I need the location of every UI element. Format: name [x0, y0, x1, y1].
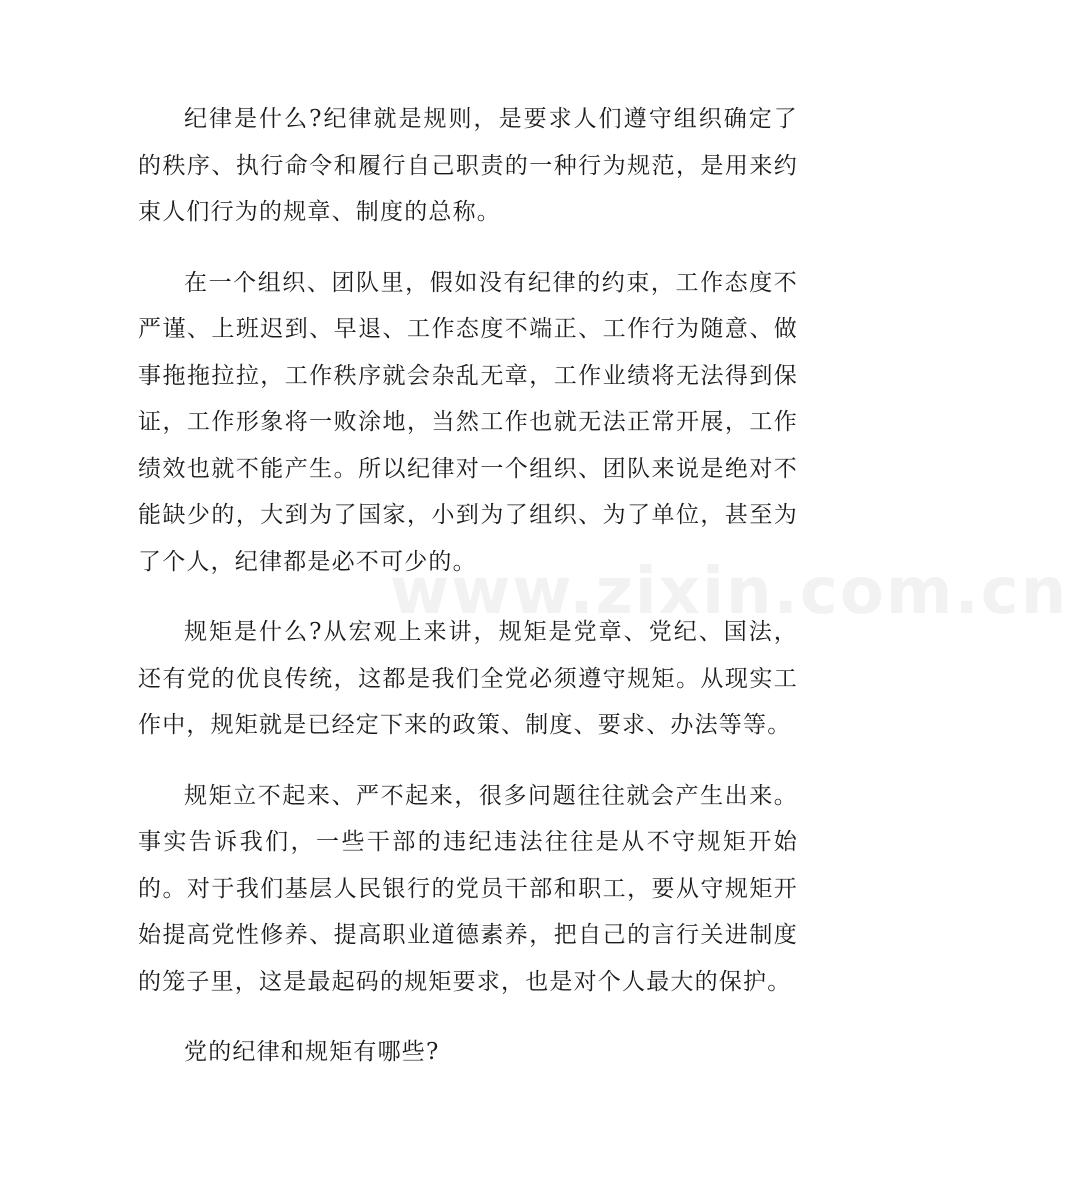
- paragraph-discipline-importance: 在一个组织、团队里，假如没有纪律的约束，工作态度不严谨、上班迟到、早退、工作态度不端正、工作行为随意、做事拖拖拉拉，工作秩序就会杂乱无章，工作业绩将无法得到保证，工作形象将一败涂地，当然工作也就无法正常开展，工作绩效也就不能产生。所以纪律对一个组织、团队来说是绝对不能缺少的，大到为了国家，小到为了组织、为了单位，甚至为了个人，纪律都是必不可少的。: [138, 269, 798, 575]
- paragraph-discipline-definition: 纪律是什么?纪律就是规则，是要求人们遵守组织确定了的秩序、执行命令和履行自己职责的一种行为规范，是用来约束人们行为的规章、制度的总称。: [138, 106, 798, 225]
- paragraph-question: 党的纪律和规矩有哪些?: [184, 1039, 440, 1065]
- document-body: [138, 96, 798, 1100]
- paragraph-rules-definition: 规矩是什么?从宏观上来讲，规矩是党章、党纪、国法，还有党的优良传统，这都是我们全党必须遵守规矩。从现实工作中，规矩就是已经定下来的政策、制度、要求、办法等等。: [138, 619, 798, 738]
- paragraph-rules-importance: 规矩立不起来、严不起来，很多问题往往就会产生出来。事实告诉我们，一些干部的违纪违法往往是从不守规矩开始的。对于我们基层人民银行的党员干部和职工，要从守规矩开始提高党性修养、提高职业道德素养，把自己的言行关进制度的笼子里，这是最起码的规矩要求，也是对个人最大的保护。: [138, 782, 798, 995]
- watermark: www.zixin.com.cn: [390, 555, 1068, 629]
